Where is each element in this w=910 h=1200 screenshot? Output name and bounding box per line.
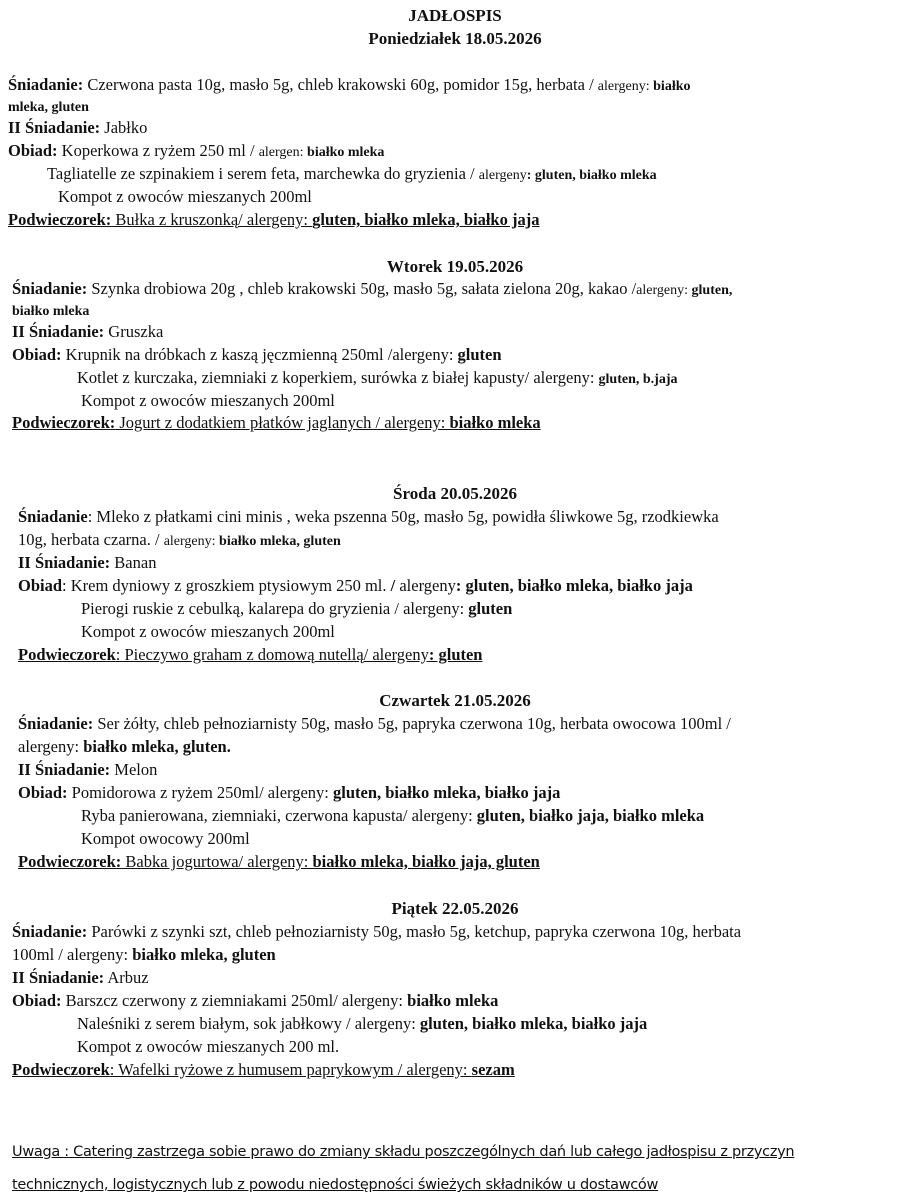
friday-breakfast [12, 920, 741, 943]
thursday-main-course [81, 804, 704, 827]
wednesday-heading: Środa 20.05.2026 [393, 484, 517, 503]
allergens: białko mleka [307, 145, 385, 160]
tuesday-breakfast [12, 277, 732, 302]
second-breakfast-label: II Śniadanie: [12, 968, 105, 987]
thursday-lunch [18, 781, 560, 804]
snack-label: Podwieczorek: [12, 413, 116, 432]
main-course-text: Tagliatelle ze szpinakiem i serem feta, marchewka do gryzienia / [47, 164, 479, 183]
second-breakfast-label: II Śniadanie: [12, 322, 105, 341]
tuesday-heading: Wtorek 19.05.2026 [386, 257, 524, 276]
breakfast-label: Śniadanie [18, 507, 88, 526]
second-breakfast-label: II Śniadanie: [18, 553, 111, 572]
friday-breakfast-cont [12, 943, 276, 966]
allergens: białko mleka, gluten [132, 945, 276, 964]
breakfast-text: Ser żółty, chleb pełnoziarnisty 50g, masło 5g, papryka czerwona 10g, herbata owocowa 100ml / [93, 714, 731, 733]
allergens: białko mleka [12, 304, 90, 319]
allergens: białko [653, 79, 691, 94]
snack-text: : Wafelki ryżowe z humusem paprykowym / alergeny: [109, 1060, 472, 1079]
thursday-compote: Kompot owocowy 200ml [81, 829, 250, 848]
second-breakfast-text: Arbuz [104, 968, 149, 987]
allergen-label: alergeny: [636, 283, 692, 298]
allergens: : gluten, białko mleka [526, 168, 657, 183]
wednesday-snack [18, 643, 482, 666]
monday-lunch [8, 139, 384, 164]
friday-second-breakfast [12, 966, 149, 989]
snack-text: Bułka z kruszonką/ alergeny: [111, 210, 313, 229]
allergens: : gluten [428, 645, 483, 664]
allergens: białko mleka, białko jaja, gluten [312, 852, 540, 871]
main-course-text: Kotlet z kurczaka, ziemniaki z koperkiem, surówka z białej kapusty/ alergeny: [77, 368, 599, 387]
thursday-breakfast-cont [18, 735, 231, 758]
tuesday-compote: Kompot z owoców mieszanych 200ml [81, 391, 335, 410]
main-course-text: Ryba panierowana, ziemniaki, czerwona kapusta/ alergeny: [81, 806, 477, 825]
wednesday-breakfast [18, 505, 719, 528]
allergens: gluten [457, 345, 502, 364]
lunch-text: Krupnik na dróbkach z kaszą jęczmienną 250ml /alergeny: [61, 345, 458, 364]
document-title: JADŁOSPIS [408, 6, 502, 25]
allergen-label: alergeny [399, 576, 456, 595]
lunch-text: Koperkowa z ryżem 250 ml / [57, 141, 259, 160]
monday-main-course [47, 162, 657, 187]
breakfast-label: Śniadanie: [8, 75, 84, 94]
disclaimer-line-1: Uwaga : Catering zastrzega sobie prawo do zmiany składu poszczególnych dań lub całego jadłospisu z przyczyn [12, 1144, 795, 1160]
allergens: sezam [471, 1060, 515, 1079]
lunch-label: Obiad: [12, 345, 62, 364]
friday-compote: Kompot z owoców mieszanych 200 ml. [77, 1037, 340, 1056]
allergens: mleka, gluten [8, 100, 89, 115]
breakfast-label: Śniadanie: [18, 714, 94, 733]
snack-text: Jogurt z dodatkiem płatków jaglanych / alergeny: [115, 413, 450, 432]
second-breakfast-text: Melon [110, 760, 158, 779]
allergen-label: alergeny [478, 168, 527, 183]
breakfast-text-cont: 100ml / alergeny: [12, 945, 133, 964]
snack-text: : Pieczywo graham z domową nutellą/ alergeny [115, 645, 429, 664]
allergen-label: alergen: [258, 145, 308, 160]
lunch-text: : Krem dyniowy z groszkiem ptysiowym 250 ml. [62, 576, 391, 595]
tuesday-second-breakfast [12, 320, 163, 343]
second-breakfast-text: Jabłko [100, 118, 148, 137]
second-breakfast-label: II Śniadanie: [18, 760, 111, 779]
tuesday-lunch [12, 343, 502, 366]
allergens: białko mleka, gluten. [83, 737, 231, 756]
allergens: gluten [468, 599, 513, 618]
lunch-text: Barszcz czerwony z ziemniakami 250ml/ alergeny: [61, 991, 408, 1010]
monday-heading: Poniedziałek 18.05.2026 [368, 29, 542, 48]
thursday-snack [18, 850, 540, 873]
allergens: białko mleka [407, 991, 499, 1010]
allergens: gluten, b.jaja [598, 372, 678, 387]
friday-snack [12, 1058, 515, 1081]
wednesday-main-course [81, 597, 512, 620]
friday-lunch [12, 989, 498, 1012]
allergen-label: alergeny: [18, 737, 84, 756]
friday-heading: Piątek 22.05.2026 [391, 899, 519, 918]
monday-second-breakfast [8, 116, 147, 139]
lunch-label: Obiad: [8, 141, 58, 160]
lunch-label: Obiad: [18, 783, 68, 802]
breakfast-text-cont: 10g, herbata czarna. / [18, 530, 164, 549]
lunch-text: Pomidorowa z ryżem 250ml/ alergeny: [67, 783, 333, 802]
breakfast-text: Czerwona pasta 10g, masło 5g, chleb krakowski 60g, pomidor 15g, herbata / [83, 75, 598, 94]
allergens: gluten, białko jaja, białko mleka [476, 806, 705, 825]
thursday-heading: Czwartek 21.05.2026 [379, 691, 531, 710]
monday-compote: Kompot z owoców mieszanych 200ml [58, 187, 312, 206]
snack-label: Podwieczorek [18, 645, 116, 664]
thursday-breakfast [18, 712, 731, 735]
breakfast-label: Śniadanie: [12, 279, 88, 298]
thursday-second-breakfast [18, 758, 157, 781]
main-course-text: Naleśniki z serem białym, sok jabłkowy / alergeny: [77, 1014, 420, 1033]
lunch-label: Obiad: [12, 991, 62, 1010]
allergen-label: alergeny: [163, 534, 220, 549]
lunch-slash: / [390, 576, 400, 595]
allergen-label: alergeny: [597, 79, 654, 94]
allergens: gluten, białko mleka, białko jaja [333, 783, 561, 802]
allergens: gluten, [691, 283, 733, 298]
tuesday-snack [12, 411, 541, 434]
allergens: gluten, białko mleka, białko jaja [419, 1014, 648, 1033]
second-breakfast-text: Gruszka [104, 322, 164, 341]
breakfast-text: : Mleko z płatkami cini minis , weka pszenna 50g, masło 5g, powidła śliwkowe 5g, rzodkiewka [87, 507, 719, 526]
monday-snack [8, 208, 539, 231]
allergens: białko mleka, gluten [219, 534, 341, 549]
wednesday-breakfast-cont [18, 528, 341, 553]
second-breakfast-label: II Śniadanie: [8, 118, 101, 137]
wednesday-lunch [18, 574, 693, 597]
main-course-text: Pierogi ruskie z cebulką, kalarepa do gryzienia / alergeny: [81, 599, 469, 618]
lunch-label: Obiad [18, 576, 63, 595]
second-breakfast-text: Banan [110, 553, 157, 572]
breakfast-label: Śniadanie: [12, 922, 88, 941]
allergens: : gluten, białko mleka, białko jaja [455, 576, 693, 595]
snack-label: Podwieczorek [12, 1060, 110, 1079]
wednesday-compote: Kompot z owoców mieszanych 200ml [81, 622, 335, 641]
disclaimer-line-2: technicznych, logistycznych lub z powodu niedostępności świeżych składników u dostawców [12, 1177, 659, 1193]
wednesday-second-breakfast [18, 551, 156, 574]
snack-label: Podwieczorek: [18, 852, 122, 871]
monday-breakfast [8, 73, 691, 98]
breakfast-text: Parówki z szynki szt, chleb pełnoziarnisty 50g, masło 5g, ketchup, papryka czerwona 10g, herbata [87, 922, 742, 941]
breakfast-text: Szynka drobiowa 20g , chleb krakowski 50g, masło 5g, sałata zielona 20g, kakao / [87, 279, 637, 298]
allergens: białko mleka [449, 413, 541, 432]
snack-label: Podwieczorek: [8, 210, 112, 229]
tuesday-main-course [77, 366, 678, 391]
snack-text: Babka jogurtowa/ alergeny: [121, 852, 313, 871]
friday-main-course [77, 1012, 647, 1035]
allergens: gluten, białko mleka, białko jaja [312, 210, 540, 229]
